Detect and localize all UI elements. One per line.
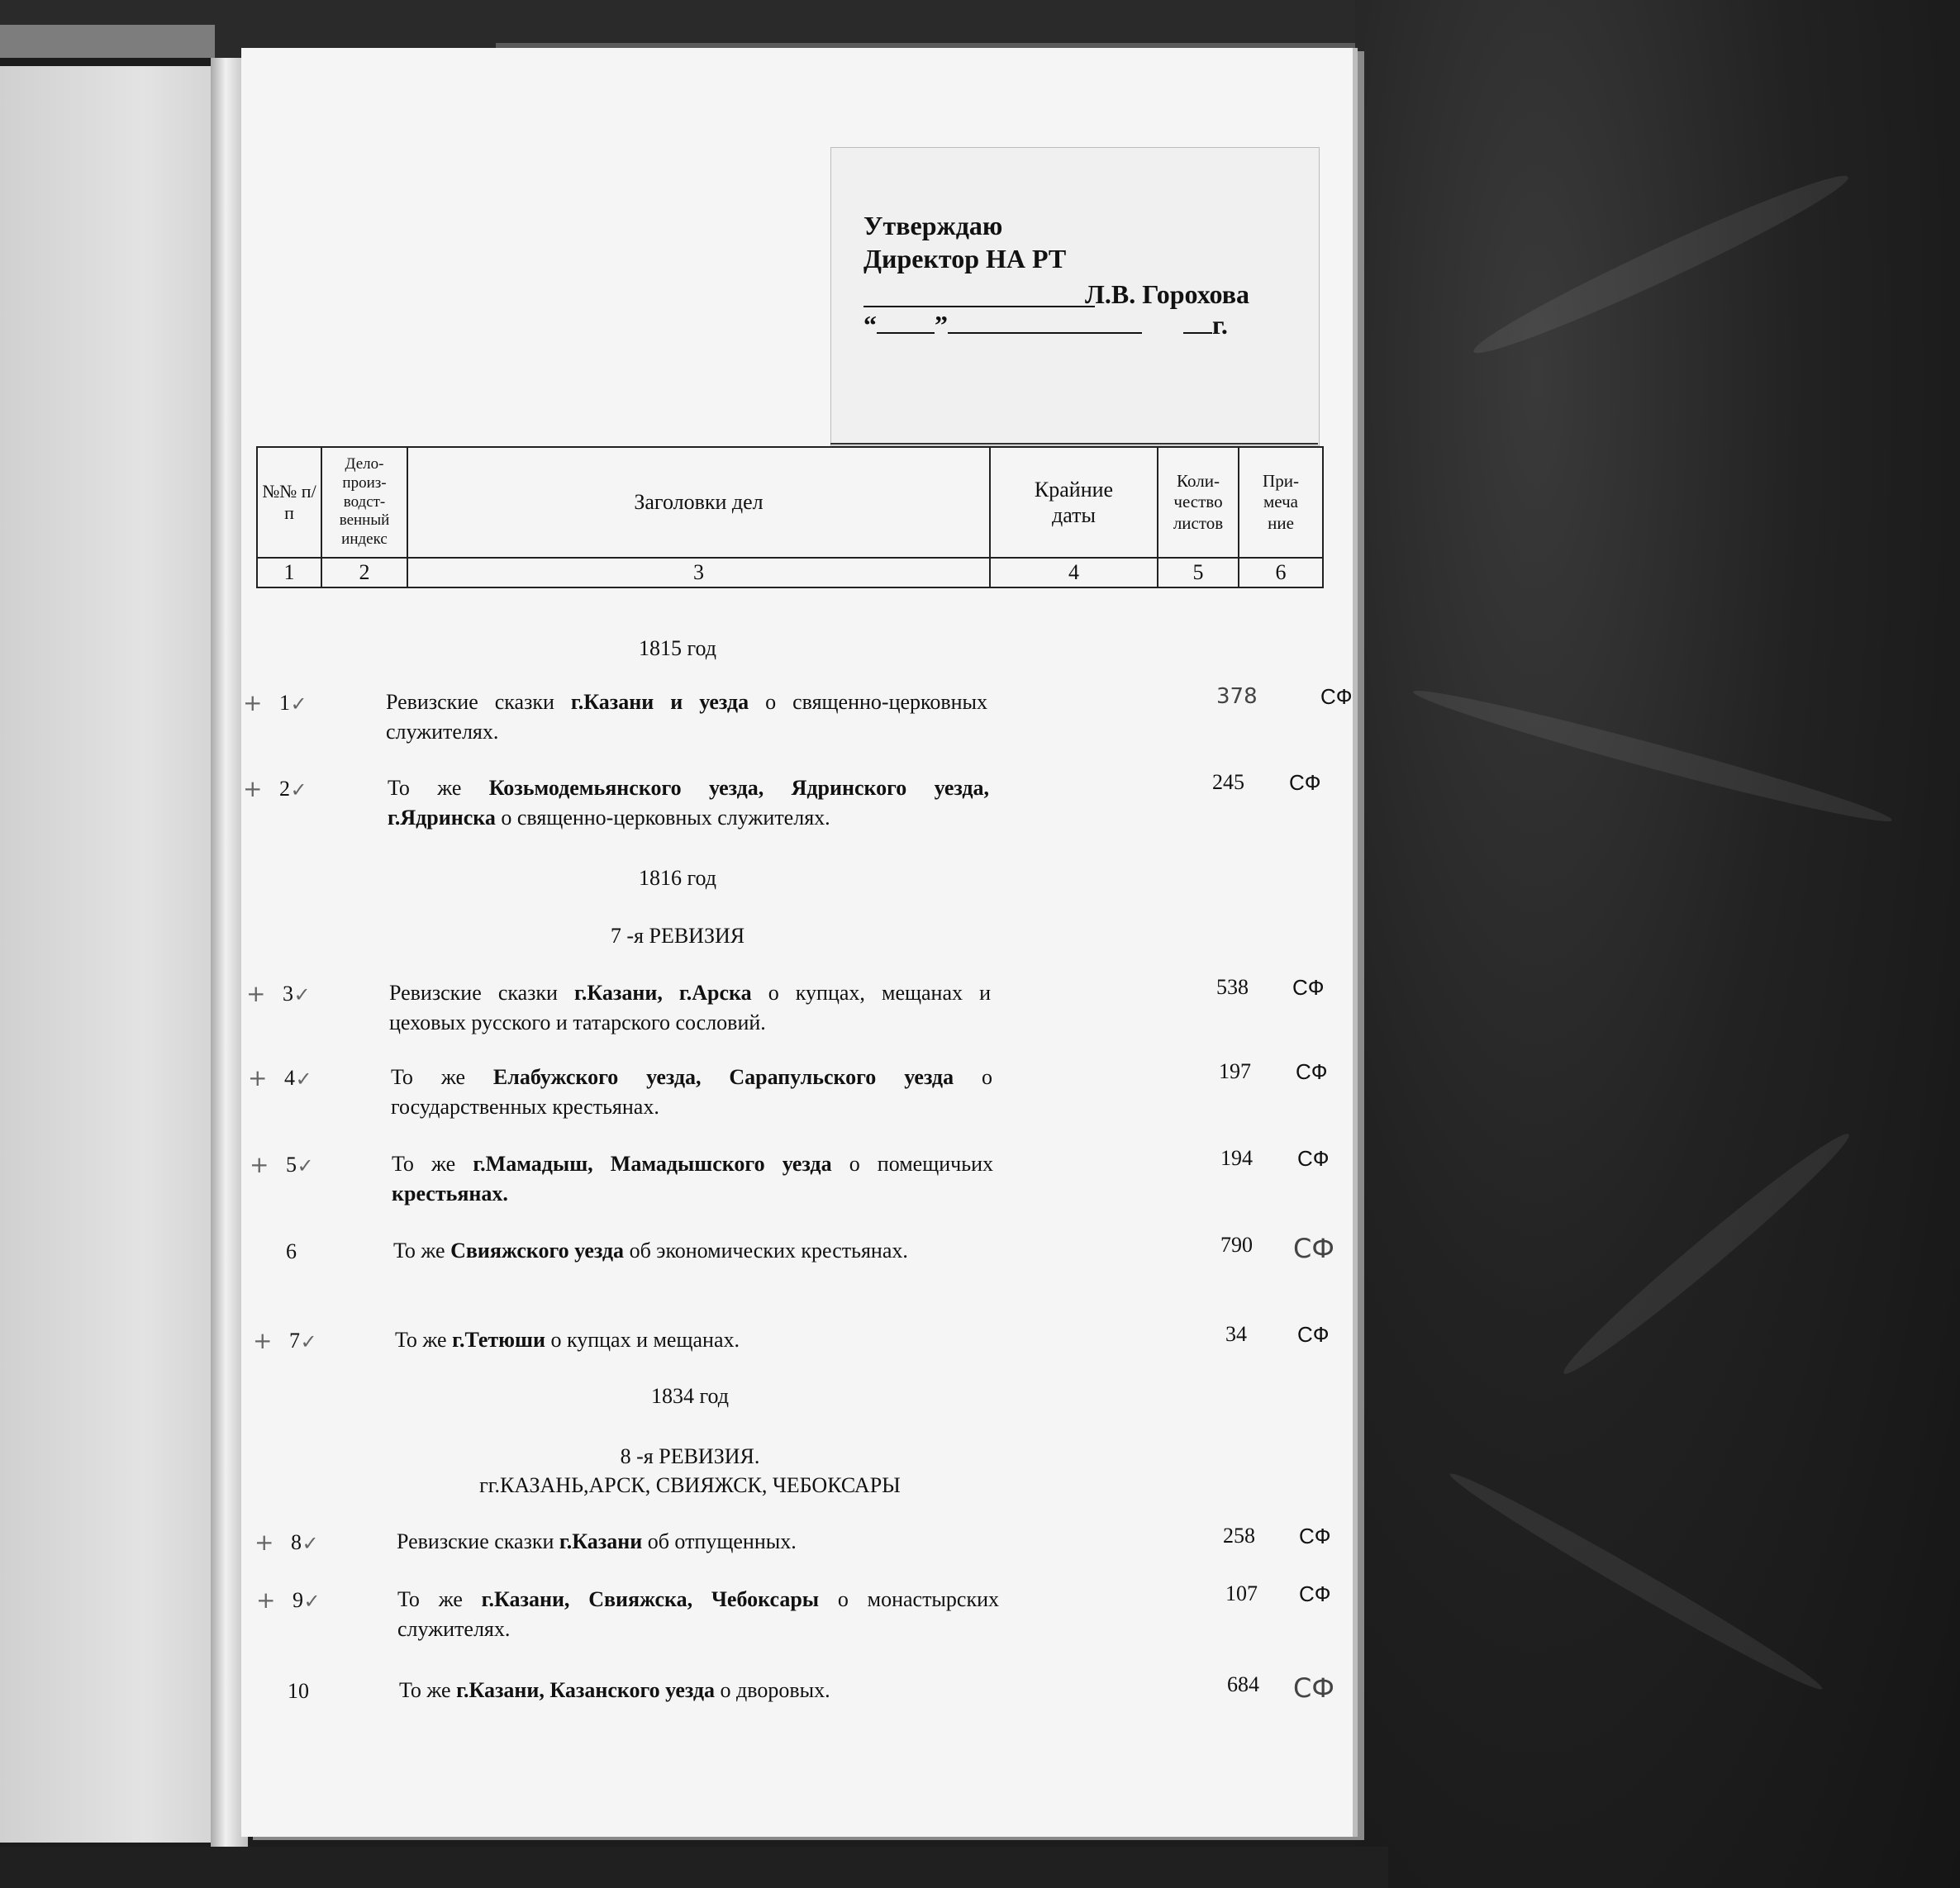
entry-title-part: г.Казани, Казанского уезда bbox=[456, 1678, 716, 1702]
plus-mark-icon: + bbox=[255, 1529, 274, 1556]
sheet-count: 684 bbox=[1227, 1672, 1259, 1696]
approval-date-line bbox=[863, 310, 1228, 340]
sheet-count: 245 bbox=[1212, 770, 1244, 794]
header-index: Дело- произ- водст- венный индекс bbox=[321, 447, 407, 558]
binder-strip bbox=[0, 25, 215, 58]
header-number: №№ п/п bbox=[257, 447, 321, 558]
plus-mark-icon: + bbox=[243, 689, 263, 716]
fund-note: СФ bbox=[1289, 770, 1321, 795]
check-mark-icon: ✓ bbox=[293, 983, 311, 1006]
entry-title bbox=[397, 1527, 998, 1557]
entry-number: 3 bbox=[283, 982, 293, 1006]
leather-texture bbox=[1444, 1464, 1828, 1699]
entry-title-part: о купцах, мещанах и цеховых русского и татарского сословий. bbox=[389, 981, 991, 1034]
stamp-rule bbox=[830, 443, 1318, 445]
fund-note: СФ bbox=[1293, 1233, 1334, 1264]
entry-number: 8 bbox=[291, 1530, 302, 1554]
entry-title-part: То же bbox=[395, 1328, 453, 1352]
quote-close: ” bbox=[935, 310, 948, 340]
entry-title-part: о священно-церковных служителях. bbox=[495, 806, 830, 830]
sheet-count: 790 bbox=[1220, 1233, 1253, 1257]
plus-mark-icon: + bbox=[248, 1064, 268, 1091]
entry-number: 10 bbox=[288, 1679, 309, 1703]
pencil-mark bbox=[255, 1529, 319, 1556]
section-revision: 8 -я РЕВИЗИЯ. bbox=[620, 1444, 760, 1468]
approval-position: Директор НА РТ bbox=[863, 244, 1067, 273]
year-suffix: г. bbox=[1212, 310, 1228, 340]
signature-line bbox=[863, 306, 1095, 307]
sheet-count: 34 bbox=[1225, 1322, 1247, 1346]
entry-title-part: крестьянах. bbox=[392, 1182, 508, 1206]
binder-bottom-edge bbox=[0, 1847, 1388, 1888]
entry-title bbox=[399, 1676, 1001, 1705]
header-notes: При- меча ние bbox=[1239, 447, 1323, 558]
pencil-mark bbox=[250, 1238, 278, 1265]
entry-title bbox=[388, 773, 989, 833]
entry-title-part: Козьмодемьянского уезда, Ядринского уезда, г.Ядринска bbox=[388, 776, 989, 830]
pencil-mark bbox=[256, 1586, 321, 1614]
entry-title-part: То же bbox=[391, 1065, 493, 1089]
entry-title-part: о монастырских служителях. bbox=[397, 1587, 999, 1641]
plus-mark-icon: + bbox=[246, 980, 266, 1007]
entry-number: 4 bbox=[284, 1066, 295, 1090]
entry-title bbox=[395, 1325, 997, 1355]
approval-title: Утверждаю bbox=[863, 211, 1003, 240]
entry-title-part: То же bbox=[397, 1587, 482, 1611]
leather-texture bbox=[1467, 162, 1855, 367]
section-year: 1816 год bbox=[639, 866, 716, 890]
inventory-header-table bbox=[256, 446, 1324, 588]
entry-title-part: о дворовых. bbox=[715, 1678, 830, 1702]
fund-note: СФ bbox=[1297, 1322, 1330, 1347]
fund-note: СФ bbox=[1296, 1059, 1328, 1084]
entry-title-part: Свияжского уезда bbox=[450, 1239, 625, 1263]
leather-texture bbox=[1410, 680, 1895, 832]
fund-note: СФ bbox=[1320, 684, 1353, 709]
check-mark-icon: ✓ bbox=[303, 1590, 321, 1613]
pencil-mark bbox=[246, 980, 311, 1007]
entry-title-part: об экономических крестьянах. bbox=[624, 1239, 908, 1263]
entry-title-part: Ревизские сказки bbox=[389, 981, 575, 1005]
sheet-count: 107 bbox=[1225, 1581, 1258, 1605]
section-year: 1815 год bbox=[639, 636, 716, 660]
sheet-count: 197 bbox=[1219, 1059, 1251, 1083]
pencil-mark bbox=[243, 775, 307, 802]
fund-note: СФ bbox=[1292, 975, 1325, 1000]
fund-note: СФ bbox=[1299, 1581, 1331, 1606]
pencil-mark bbox=[243, 689, 307, 716]
entry-title-part: То же bbox=[388, 776, 489, 800]
pencil-mark bbox=[251, 1677, 279, 1705]
entry-title-part: То же bbox=[393, 1239, 451, 1263]
entry-title-part: г.Мамадыш, Мамадышского уезда bbox=[473, 1152, 832, 1176]
plus-mark-icon: + bbox=[243, 775, 263, 802]
entry-number: 2 bbox=[279, 777, 290, 801]
entry-title bbox=[392, 1149, 993, 1209]
header-titles: Заголовки дел bbox=[407, 447, 990, 558]
leather-texture bbox=[1554, 1123, 1858, 1384]
entry-title-part: о государственных крестьянах. bbox=[391, 1065, 992, 1119]
check-mark-icon: ✓ bbox=[297, 1154, 314, 1177]
sheet-count: 258 bbox=[1223, 1524, 1255, 1548]
entry-title bbox=[397, 1585, 999, 1644]
entry-title-part: о помещичьих bbox=[831, 1152, 993, 1176]
pencil-mark bbox=[248, 1064, 312, 1091]
entry-title-part: Ревизские сказки bbox=[386, 690, 571, 714]
entry-title-part: г.Казани, г.Арска bbox=[574, 981, 752, 1005]
plus-mark-icon: + bbox=[256, 1586, 276, 1614]
check-mark-icon: ✓ bbox=[302, 1532, 319, 1555]
section-revision: 7 -я РЕВИЗИЯ bbox=[610, 924, 745, 948]
entry-title bbox=[386, 687, 987, 747]
quote-open: “ bbox=[863, 310, 877, 340]
sheet-count: 378 bbox=[1216, 684, 1258, 709]
check-mark-icon: ✓ bbox=[290, 692, 307, 716]
sheet-count: 194 bbox=[1220, 1146, 1253, 1170]
entry-title-part: г.Казани bbox=[559, 1529, 643, 1553]
entry-title-part: о священно-церковных служителях. bbox=[386, 690, 987, 744]
entry-title bbox=[393, 1236, 995, 1266]
entry-title-part: г.Тетюши bbox=[452, 1328, 545, 1352]
entry-number: 1 bbox=[279, 691, 290, 715]
entry-title-part: г.Казани и уезда bbox=[570, 690, 749, 714]
leather-cover bbox=[1355, 0, 1960, 1888]
section-year: 1834 год bbox=[651, 1384, 729, 1408]
entry-title-part: об отпущенных. bbox=[642, 1529, 797, 1553]
entry-title bbox=[389, 978, 991, 1038]
column-number: 3 bbox=[407, 558, 990, 587]
entry-title-part: Елабужского уезда, Сарапульского уезда bbox=[492, 1065, 954, 1089]
plus-mark-icon: + bbox=[250, 1151, 269, 1178]
entry-title-part: Ревизские сказки bbox=[397, 1529, 559, 1553]
column-number: 5 bbox=[1158, 558, 1239, 587]
column-number: 1 bbox=[257, 558, 321, 587]
entry-number: 5 bbox=[286, 1153, 297, 1177]
fund-note: СФ bbox=[1299, 1524, 1331, 1548]
entry-title-part: То же bbox=[392, 1152, 473, 1176]
entry-title bbox=[391, 1063, 992, 1122]
check-mark-icon: ✓ bbox=[290, 778, 307, 801]
pencil-mark bbox=[250, 1151, 314, 1178]
fund-note: СФ bbox=[1297, 1146, 1330, 1171]
fund-note: СФ bbox=[1293, 1672, 1334, 1704]
check-mark-icon: ✓ bbox=[295, 1068, 312, 1091]
left-page bbox=[0, 66, 240, 1843]
check-mark-icon: ✓ bbox=[300, 1330, 317, 1353]
section-cities: гг.КАЗАНЬ,АРСК, СВИЯЖСК, ЧЕБОКСАРЫ bbox=[479, 1473, 901, 1497]
plus-mark-icon: + bbox=[253, 1327, 273, 1354]
sheet-count: 538 bbox=[1216, 975, 1249, 999]
approval-signatory: Л.В. Горохова bbox=[1085, 279, 1249, 309]
column-number: 2 bbox=[321, 558, 407, 587]
entry-number: 6 bbox=[286, 1239, 297, 1263]
entry-title-part: То же bbox=[399, 1678, 457, 1702]
header-sheets: Коли- чество листов bbox=[1158, 447, 1239, 558]
entry-title-part: о купцах и мещанах. bbox=[545, 1328, 740, 1352]
entry-title-part: г.Казани, Свияжска, Чебоксары bbox=[481, 1587, 820, 1611]
header-dates: Крайние даты bbox=[990, 447, 1158, 558]
pencil-mark bbox=[253, 1327, 317, 1354]
column-number: 6 bbox=[1239, 558, 1323, 587]
entry-number: 7 bbox=[289, 1329, 300, 1353]
entry-number: 9 bbox=[293, 1588, 303, 1612]
column-number: 4 bbox=[990, 558, 1158, 587]
